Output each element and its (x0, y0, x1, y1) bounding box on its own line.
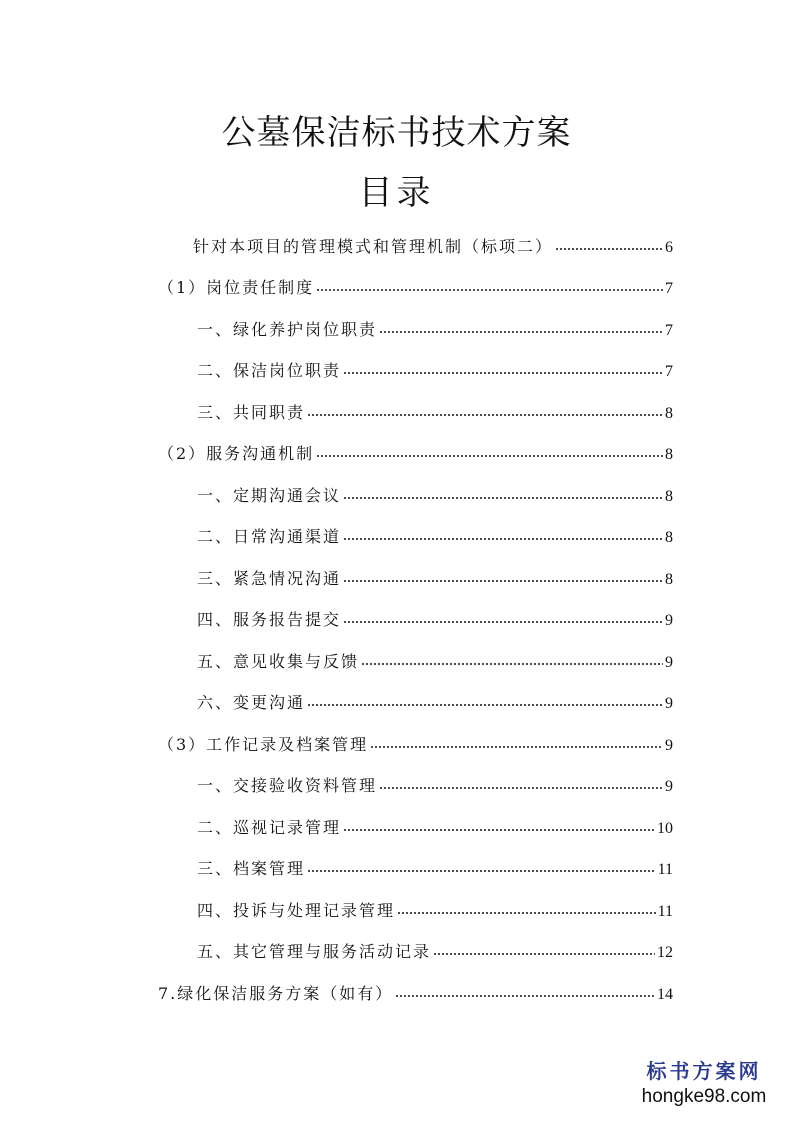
toc-entry-label: 二、日常沟通渠道 (197, 527, 342, 546)
toc-leader-dots (395, 979, 655, 999)
toc-entry-page: 11 (657, 903, 673, 920)
toc-entry-page: 6 (665, 239, 673, 256)
toc-entry[interactable] (158, 273, 673, 300)
toc-entry-page: 9 (665, 612, 673, 629)
toc-entry[interactable] (197, 398, 673, 425)
toc-leader-dots (555, 232, 663, 252)
toc-entry[interactable] (197, 771, 673, 798)
toc-entry-page: 8 (665, 571, 673, 588)
toc-leader-dots (316, 273, 663, 293)
toc-entry-label: 三、共同职责 (197, 403, 306, 422)
toc-entry-page: 9 (665, 778, 673, 795)
toc-leader-dots (343, 481, 663, 501)
toc-entry-page: 14 (657, 986, 673, 1003)
toc-entry-page: 9 (665, 695, 673, 712)
watermark-brand: 标书方案网 (646, 1059, 762, 1083)
toc-leader-dots (370, 730, 663, 750)
toc-entry-label: 六、变更沟通 (197, 693, 306, 712)
toc-entry-page: 9 (665, 737, 673, 754)
toc-leader-dots (343, 605, 663, 625)
toc-entry-label: （1）岗位责任制度 (158, 278, 315, 297)
toc-entry-label: （3）工作记录及档案管理 (158, 735, 369, 754)
watermark-url: hongke98.com (641, 1086, 767, 1107)
toc-entry-label: 五、意见收集与反馈 (197, 652, 360, 671)
toc-entry[interactable] (197, 356, 673, 383)
toc-entry-label: 一、定期沟通会议 (197, 486, 342, 505)
toc-entry[interactable] (197, 896, 673, 923)
toc-leader-dots (379, 315, 663, 335)
toc-leader-dots (343, 813, 655, 833)
toc-entry-page: 7 (665, 280, 673, 297)
toc-entry[interactable] (197, 854, 673, 881)
toc-entry[interactable] (197, 688, 673, 715)
toc-entry[interactable] (197, 647, 673, 674)
toc-leader-dots (361, 647, 663, 667)
toc-leader-dots (307, 688, 663, 708)
toc-entry[interactable] (197, 522, 673, 549)
toc-entry-label: 三、档案管理 (197, 859, 306, 878)
toc-entry[interactable] (158, 979, 673, 1006)
toc-entry-label: 针对本项目的管理模式和管理机制（标项二） (193, 237, 554, 256)
toc-entry[interactable] (197, 813, 673, 840)
toc-entry-label: 二、保洁岗位职责 (197, 361, 342, 380)
toc-entry[interactable] (193, 232, 673, 259)
toc-entry-page: 9 (665, 654, 673, 671)
toc-entry[interactable] (197, 605, 673, 632)
toc-entry-label: （2）服务沟通机制 (158, 444, 315, 463)
toc-entry-page: 8 (665, 446, 673, 463)
toc-entry-page: 7 (665, 322, 673, 339)
toc-heading: 目录 (358, 173, 435, 213)
toc-leader-dots (397, 896, 656, 916)
toc-entry-label: 一、交接验收资料管理 (197, 776, 378, 795)
toc-leader-dots (343, 564, 663, 584)
toc-leader-dots (307, 854, 656, 874)
toc-entry-label: 四、投诉与处理记录管理 (197, 901, 396, 920)
document-title: 公墓保洁标书技术方案 (221, 113, 572, 153)
site-watermark (629, 1055, 779, 1108)
toc-entry-page: 10 (657, 820, 673, 837)
toc-entry-label: 四、服务报告提交 (197, 610, 342, 629)
toc-entry-page: 12 (657, 944, 673, 961)
toc-leader-dots (343, 356, 663, 376)
toc-entry[interactable] (197, 937, 673, 964)
toc-entry-page: 8 (665, 529, 673, 546)
toc-leader-dots (433, 937, 655, 957)
toc-entry-label: 五、其它管理与服务活动记录 (197, 942, 432, 961)
toc-entry-page: 8 (665, 488, 673, 505)
toc-entry-label: 7.绿化保洁服务方案（如有） (158, 984, 394, 1003)
toc-entry-page: 8 (665, 405, 673, 422)
toc-entry[interactable] (197, 315, 673, 342)
toc-leader-dots (307, 398, 663, 418)
toc-entry[interactable] (197, 481, 673, 508)
toc-leader-dots (379, 771, 663, 791)
toc-entry-page: 7 (665, 363, 673, 380)
toc-entry-page: 11 (657, 861, 673, 878)
toc-entry[interactable] (158, 439, 673, 466)
toc-leader-dots (316, 439, 663, 459)
toc-entry-label: 二、巡视记录管理 (197, 818, 342, 837)
toc-entry[interactable] (197, 564, 673, 591)
toc-entry[interactable] (158, 730, 673, 757)
toc-entry-label: 一、绿化养护岗位职责 (197, 320, 378, 339)
toc-entry-label: 三、紧急情况沟通 (197, 569, 342, 588)
toc-leader-dots (343, 522, 663, 542)
